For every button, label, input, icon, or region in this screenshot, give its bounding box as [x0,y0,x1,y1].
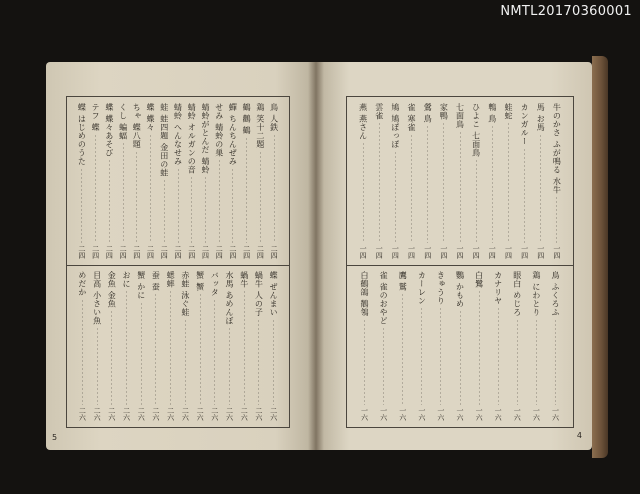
toc-leader-dots [81,168,82,243]
archive-id: NMTL20170360001 [500,4,632,19]
toc-entry-page: 二四 [201,245,210,259]
toc-entry-title: 牛のかさ ふが鳴る 水牛 [552,103,562,195]
toc-leader-dots [540,134,541,243]
right-panel-divider [347,265,573,266]
toc-leader-dots [274,134,275,243]
toc-entry-title: 蝸牛 人の子 [254,271,264,317]
toc-leader-dots [178,168,179,243]
toc-leader-dots [229,327,230,405]
toc-entry-title: 七面鳥 [455,103,465,129]
toc-leader-dots [395,151,396,243]
toc-entry-page: 一六 [398,407,407,421]
toc-entry [535,103,546,259]
toc-entry-page: 一四 [520,245,529,259]
toc-entry [255,103,266,259]
toc-entry-title: 鵯 鳥 [487,103,497,124]
toc-entry-title: 白鷺 [474,271,484,288]
toc-entry-title: 蝶 ぜんまい [269,271,279,317]
toc-leader-dots [191,176,192,243]
toc-entry-page: 一四 [407,245,416,259]
toc-entry-page: 一四 [472,245,481,259]
toc-leader-dots [273,319,274,405]
toc-leader-dots [164,179,165,243]
toc-leader-dots [109,159,110,243]
toc-leader-dots [246,137,247,243]
toc-entry-page: 一六 [494,407,503,421]
toc-entry [455,103,466,259]
toc-entry-page: 一四 [536,245,545,259]
toc-entry [358,103,369,259]
toc-leader-dots [498,307,499,405]
toc-entry [165,271,176,421]
toc-leader-dots [364,319,365,405]
toc-entry-title: 蝸牛 [239,271,249,288]
toc-entry-title: 赤蛙 泳ぐ蛙 [180,271,190,317]
toc-entry-title: 燕 燕さん [358,103,368,141]
toc-leader-dots [383,327,384,405]
toc-entry-page: 二四 [174,245,182,259]
toc-leader-dots [479,290,480,405]
toc-entry [416,271,427,421]
toc-entry [173,103,184,259]
toc-entry-title: 鳥 人鉄 [269,103,279,132]
toc-entry-title: きゅうり [436,271,446,305]
toc-entry [150,271,161,421]
toc-entry-page: 二四 [215,245,224,259]
toc-entry-page: 一六 [532,407,541,421]
toc-entry-title: 蜻蛉 オルガンの音 [187,103,197,175]
toc-entry [92,271,103,421]
toc-entry-title: 金魚 金魚 [107,271,117,309]
toc-entry-title: 鸚 かもめ [455,271,465,309]
toc-entry-title: めだか [77,271,87,297]
toc-leader-dots [536,319,537,405]
toc-entry-title: 蝶 蝶々 [146,103,156,132]
right-toc-panel [346,96,574,428]
toc-entry-page: 二四 [270,245,279,259]
toc-entry-title: ひよこ 七面鳥 [471,103,481,158]
toc-entry-title: 馬 お馬 [536,103,546,132]
toc-entry-title: 雀 雀のおやど [379,271,389,326]
toc-entry-page: 二六 [137,407,146,421]
toc-entry-title: 眼白 めじろ [512,271,522,317]
toc-entry-title: バッタ [210,271,220,297]
toc-entry [487,103,498,259]
toc-leader-dots [111,310,112,405]
book-cover-edge [592,56,608,458]
toc-leader-dots [556,196,557,243]
toc-entry-page: 二六 [225,407,234,421]
toc-leader-dots [136,151,137,243]
toc-entry [145,103,156,259]
toc-entry [186,103,197,259]
toc-entry-page: 二六 [166,407,175,421]
toc-entry-title: 蜻蛉がとんだ 蜻蛉 [200,103,210,175]
toc-leader-dots [214,299,215,406]
toc-entry-title: 家鴨 [439,103,449,120]
toc-entry-title: 蟬 ちんちんぜみ [228,103,238,166]
toc-leader-dots [244,290,245,405]
toc-leader-dots [141,302,142,405]
toc-entry [136,271,147,421]
toc-entry-page: 二六 [240,407,249,421]
toc-entry [121,271,132,421]
toc-entry-page: 二六 [196,407,205,421]
toc-entry [253,271,264,421]
toc-entry-page: 一四 [439,245,448,259]
toc-entry-page: 二六 [210,407,219,421]
toc-entry-title: せみ 蜻蛉の巣 [214,103,224,158]
toc-entry-title: カーレン [417,271,427,305]
toc-leader-dots [524,148,525,244]
toc-entry [131,103,142,259]
toc-entry-title: 鶯 鳥 [423,103,433,124]
left-page-number: 5 [52,433,58,442]
toc-leader-dots [517,319,518,405]
toc-entry [268,271,279,421]
toc-entry-page: 一六 [551,407,560,421]
toc-entry-title: 雲雀 [374,103,384,120]
toc-leader-dots [185,319,186,405]
toc-entry [159,103,170,259]
toc-entry-title: 蟹 かに [136,271,146,300]
toc-leader-dots [170,290,171,405]
toc-entry-title: 鷹 鷲 [398,271,408,292]
toc-entry-page: 一四 [375,245,384,259]
toc-leader-dots [402,293,403,405]
toc-entry-title: 鶏 笑十二題 [255,103,265,149]
toc-entry [503,103,514,259]
toc-leader-dots [232,168,233,243]
toc-entry-page: 一四 [456,245,464,259]
toc-entry-title: 蜻蛉 へんなせみ [173,103,183,166]
toc-leader-dots [155,293,156,405]
toc-leader-dots [460,131,461,244]
toc-entry [180,271,191,421]
toc-entry [493,271,504,421]
toc-leader-dots [363,142,364,243]
toc-entry [512,271,523,421]
toc-leader-dots [258,319,259,405]
toc-entry [90,103,101,259]
toc-entry-title: おに [122,271,131,288]
toc-entry-title: 蚕 蚕 [151,271,161,292]
toc-entry-title: 水馬 あめんぼ [225,271,234,326]
toc-leader-dots [443,122,444,243]
toc-leader-dots [126,290,127,405]
toc-entry-page: 一四 [359,245,368,259]
left-toc-panel [66,96,290,428]
toc-entry [359,271,370,421]
toc-entry-page: 二四 [119,245,128,259]
toc-entry-page: 一四 [504,245,513,259]
toc-entry-title: 蟹 蟹 [195,271,205,292]
toc-entry-title: テフ 蝶 [91,103,101,132]
toc-entry-page: 一六 [417,407,426,421]
toc-leader-dots [205,176,206,243]
toc-entry [531,271,542,421]
toc-entry-page: 一四 [423,245,432,259]
toc-entry-page: 二六 [181,407,190,421]
toc-entry-page: 二六 [151,407,160,421]
toc-leader-dots [508,122,509,243]
toc-entry [106,271,117,421]
toc-leader-dots [95,134,96,243]
toc-leader-dots [492,125,493,243]
toc-entry-title: 蝶 蝶々あそび [104,103,114,158]
toc-entry [471,103,482,259]
toc-entry-page: 二四 [77,245,86,259]
toc-leader-dots [421,307,422,405]
toc-entry [474,271,485,421]
toc-entry [77,271,88,421]
left-page [46,62,316,450]
toc-entry-page: 二四 [228,245,237,259]
toc-entry [209,271,220,421]
toc-leader-dots [123,142,124,243]
toc-entry [374,103,385,259]
toc-entry-page: 二六 [269,407,278,421]
toc-entry [118,103,129,259]
toc-entry [455,271,466,421]
toc-entry-page: 二四 [187,245,196,259]
toc-entry-page: 二四 [91,245,100,259]
toc-entry-page: 二四 [160,245,169,259]
toc-entry [397,271,408,421]
toc-entry-page: 一六 [360,407,369,421]
toc-entry-page: 二六 [122,407,131,421]
toc-entry [227,103,238,259]
toc-entry-page: 二四 [105,245,114,259]
right-page [316,62,592,450]
toc-entry [378,271,389,421]
toc-entry-title: くし 蝙蝠 [118,103,128,141]
toc-entry [104,103,115,259]
toc-leader-dots [427,125,428,243]
toc-leader-dots [200,293,201,405]
toc-entry-page: 二四 [146,245,155,259]
toc-entry-page: 二六 [93,407,102,421]
toc-entry [435,271,446,421]
toc-entry [551,103,562,259]
toc-leader-dots [555,319,556,405]
toc-entry-title: 鶏 にわとり [531,271,541,317]
toc-entry-title: 蝶 はじめのうた [77,103,87,166]
toc-entry-title: カナリヤ [493,271,503,305]
toc-entry-title: 鳥 ふくろふ [550,271,560,317]
toc-leader-dots [97,327,98,405]
toc-entry-page: 一六 [379,407,388,421]
left-panel-divider [67,265,289,266]
toc-entry-title: ちゃ 蝶八題 [132,103,142,149]
toc-entry [214,103,225,259]
toc-leader-dots [411,134,412,243]
toc-leader-dots [476,159,477,243]
toc-entry-title: 蛙 蛙四題 金田の蛙 [159,103,169,178]
book-gutter [308,62,324,450]
toc-entry [550,271,561,421]
toc-entry [195,271,206,421]
toc-entry-title: 雀 寒雀 [407,103,417,132]
toc-entry [200,103,211,259]
toc-entry [406,103,417,259]
toc-leader-dots [379,122,380,243]
toc-leader-dots [150,134,151,243]
toc-entry-page: 一六 [475,407,484,421]
toc-entry [390,103,401,259]
toc-entry-page: 一四 [552,245,561,259]
toc-leader-dots [82,299,83,406]
toc-entry-page: 一六 [436,407,445,421]
toc-entry-page: 一四 [391,245,400,259]
toc-entry-title: カンガルー [520,103,530,146]
toc-entry-page: 二六 [78,407,87,421]
toc-entry [422,103,433,259]
toc-entry [224,271,235,421]
open-book [40,52,600,462]
toc-entry-page: 二四 [256,245,265,259]
toc-entry-page: 一四 [488,245,497,259]
right-page-number: 4 [576,431,582,440]
toc-entry-title: 蛙蛇 [503,103,513,120]
toc-entry-title: 目高 小さい魚 [92,271,102,326]
toc-entry-page: 二六 [254,407,263,421]
toc-entry-title: 蟋蟀 [166,271,176,288]
toc-leader-dots [460,310,461,405]
toc-entry [239,271,250,421]
toc-entry [241,103,252,259]
toc-entry-page: 二四 [242,245,251,259]
toc-entry-page: 一六 [456,407,464,421]
toc-leader-dots [219,159,220,243]
toc-entry [76,103,87,259]
toc-entry-page: 二四 [132,245,141,259]
toc-leader-dots [440,307,441,405]
toc-leader-dots [260,151,261,243]
toc-entry [519,103,530,259]
toc-entry [269,103,280,259]
toc-entry-page: 二六 [107,407,116,421]
toc-entry-page: 一六 [513,407,522,421]
toc-entry-title: 鳩 鳩ぽっぽ [390,103,400,149]
toc-entry-title: 白鶴鴿 鶺鴒 [360,271,370,317]
toc-entry [438,103,449,259]
toc-entry-title: 鶴 鸛 鶴 [242,103,252,135]
